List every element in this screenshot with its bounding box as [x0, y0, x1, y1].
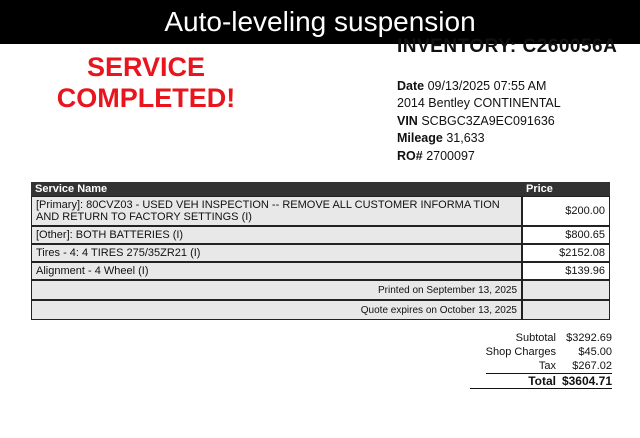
subtotal-label: Subtotal: [515, 332, 556, 344]
vehicle-info: [397, 78, 561, 165]
mileage-row: [397, 130, 561, 147]
ro-value: 2700097: [426, 148, 475, 163]
vin-label: VIN: [397, 113, 418, 128]
service-name-header: Service Name: [31, 182, 522, 196]
tax-value: $267.02: [572, 360, 612, 372]
price-cell: $800.65: [522, 226, 610, 244]
printed-note-row: [31, 280, 610, 300]
service-name-cell: Tires - 4: 4 TIRES 275/35ZR21 (I): [31, 244, 522, 262]
tax-row: [470, 359, 612, 373]
total-row: [470, 374, 612, 389]
service-name-cell: [Primary]: 80CVZ03 - USED VEH INSPECTION -- REMOVE ALL CUSTOMER INFORMA TION AND RETURN TO FACTORY SETTINGS (I): [31, 196, 522, 226]
quote-expiry-note: Quote expires on October 13, 2025: [31, 300, 522, 320]
vehicle-model: 2014 Bentley CONTINENTAL: [397, 96, 561, 111]
mileage-label: Mileage: [397, 131, 443, 146]
price-header: Price: [522, 182, 610, 196]
blank-cell: [522, 280, 610, 300]
shop-charges-label: Shop Charges: [485, 346, 556, 358]
total-value: $3604.71: [561, 374, 612, 388]
inventory-number: INVENTORY: C260056A: [397, 36, 618, 57]
vin-value: SCBGC3ZA9EC091636: [421, 113, 555, 128]
shop-charges-row: [470, 345, 612, 359]
ro-row: [397, 148, 561, 165]
caption-banner: Auto-leveling suspension: [0, 0, 640, 44]
date-row: [397, 78, 561, 95]
total-label: Total: [528, 374, 556, 388]
price-cell: $200.00: [522, 196, 610, 226]
date-label: Date: [397, 79, 425, 93]
totals-block: [470, 331, 612, 389]
mileage-value: 31,633: [446, 131, 485, 146]
price-cell: $139.96: [522, 262, 610, 280]
ro-label: RO#: [397, 148, 423, 163]
stamp-line-1: SERVICE: [86, 52, 206, 82]
subtotal-value: $3292.69: [566, 332, 612, 344]
table-row: [31, 262, 610, 280]
table-row: [31, 226, 610, 244]
shop-charges-value: $45.00: [578, 346, 612, 358]
table-row: [31, 244, 610, 262]
service-completed-stamp: [40, 52, 252, 114]
vin-row: [397, 113, 561, 130]
quote-note-row: [31, 300, 610, 320]
table-row: [31, 196, 610, 226]
tax-label: Tax: [538, 360, 556, 372]
blank-cell: [522, 300, 610, 320]
stamp-line-2: COMPLETED!: [56, 83, 236, 113]
price-cell: $2152.08: [522, 244, 610, 262]
printed-note: Printed on September 13, 2025: [31, 280, 522, 300]
service-table: [31, 182, 610, 320]
subtotal-row: [470, 331, 612, 345]
service-name-cell: Alignment - 4 Wheel (I): [31, 262, 522, 280]
table-header-row: [31, 182, 610, 196]
service-name-cell: [Other]: BOTH BATTERIES (I): [31, 226, 522, 244]
date-value: 09/13/2025 07:55 AM: [427, 79, 547, 93]
